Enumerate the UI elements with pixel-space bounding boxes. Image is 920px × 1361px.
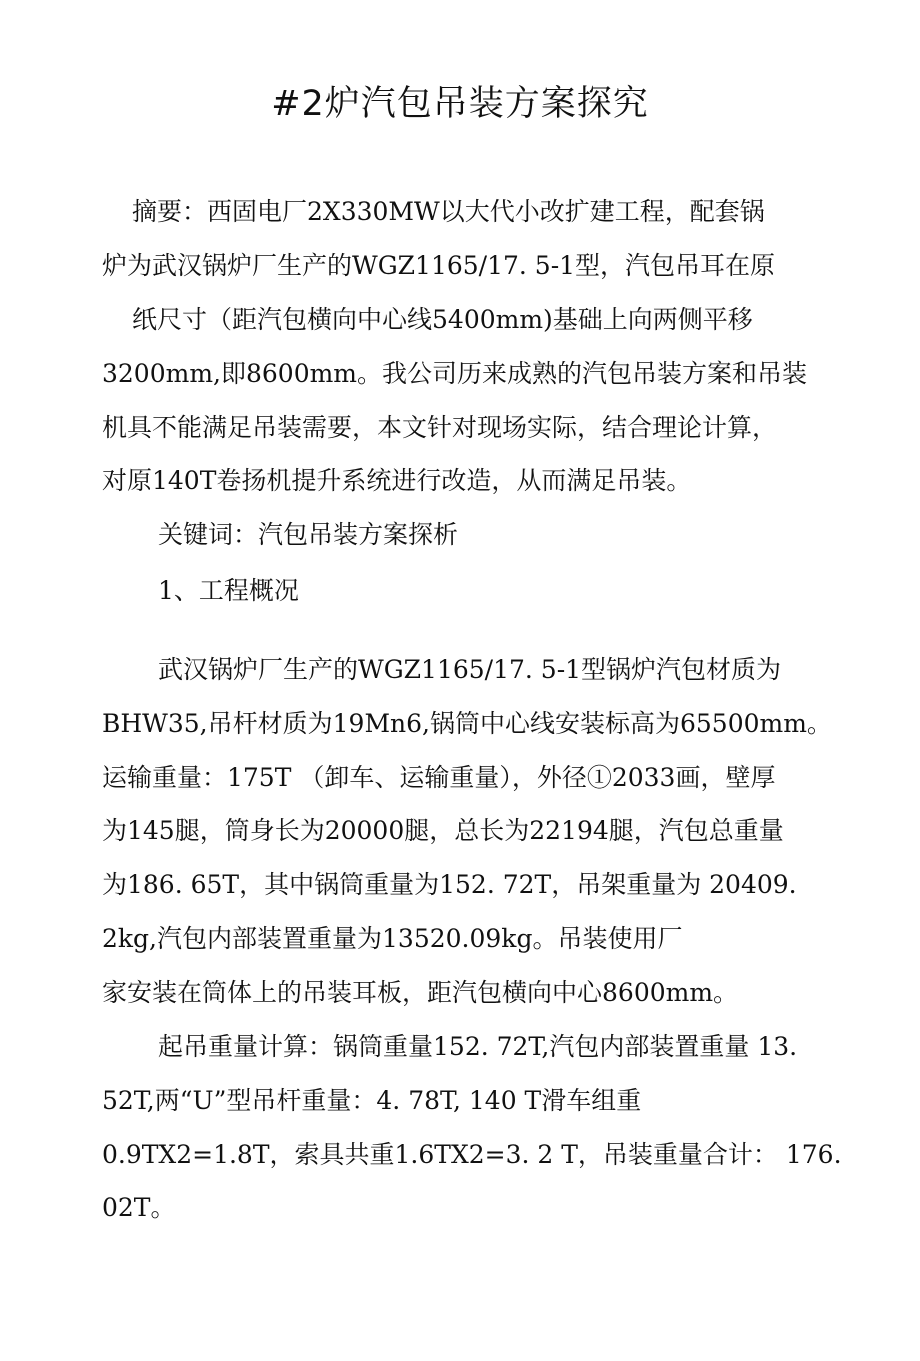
abstract-line: 纸尺寸（距汽包横向中心线5400mm)基础上向两侧平移 — [132, 305, 753, 334]
lifting-calc-line: 0.9TX2=1.8T，索具共重1.6TX2=3. 2 T，吊装重量合计： 176. — [102, 1140, 842, 1169]
keywords-line: 关键词：汽包吊装方案探析 — [158, 520, 459, 549]
overview-line: 为145腿，筒身长为20000腿，总长为22194腿，汽包总重量 — [102, 816, 784, 845]
abstract-line: 对原140T卷扬机提升系统进行改造，从而满足吊装。 — [102, 466, 692, 495]
abstract-line: 机具不能满足吊装需要，本文针对现场实际，结合理论计算， — [102, 413, 778, 442]
section-heading: 1、工程概况 — [158, 576, 299, 605]
abstract-line: 3200mm,即8600mm。我公司历来成熟的汽包吊装方案和吊装 — [102, 359, 808, 388]
overview-line: 武汉锅炉厂生产的WGZ1165/17. 5-1型锅炉汽包材质为 — [158, 655, 782, 684]
abstract-line: 炉为武汉锅炉厂生产的WGZ1165/17. 5-1型，汽包吊耳在原 — [102, 251, 776, 280]
lifting-calc-line: 起吊重量计算：锅筒重量152. 72T,汽包内部装置重量 13. — [158, 1032, 798, 1061]
overview-line: 运输重量：175T （卸车、运输重量），外径①2033画，壁厚 — [102, 763, 776, 792]
overview-line: BHW35,吊杆材质为19Mn6,锅筒中心线安装标高为65500mm。 — [102, 709, 832, 738]
document-title: #2炉汽包吊装方案探究 — [271, 84, 649, 124]
abstract-line: 摘要：西固电厂2X330MW以大代小改扩建工程，配套锅 — [132, 197, 765, 226]
overview-line: 为186. 65T，其中锅筒重量为152. 72T，吊架重量为 20409. — [102, 870, 797, 899]
overview-line: 2kg,汽包内部装置重量为13520.09kg。吊装使用厂 — [102, 924, 683, 953]
lifting-calc-line: 02T。 — [102, 1193, 176, 1222]
lifting-calc-line: 52T,两“U”型吊杆重量：4. 78T, 140 T滑车组重 — [102, 1086, 642, 1115]
overview-line: 家安装在筒体上的吊装耳板，距汽包横向中心8600mm。 — [102, 978, 739, 1007]
